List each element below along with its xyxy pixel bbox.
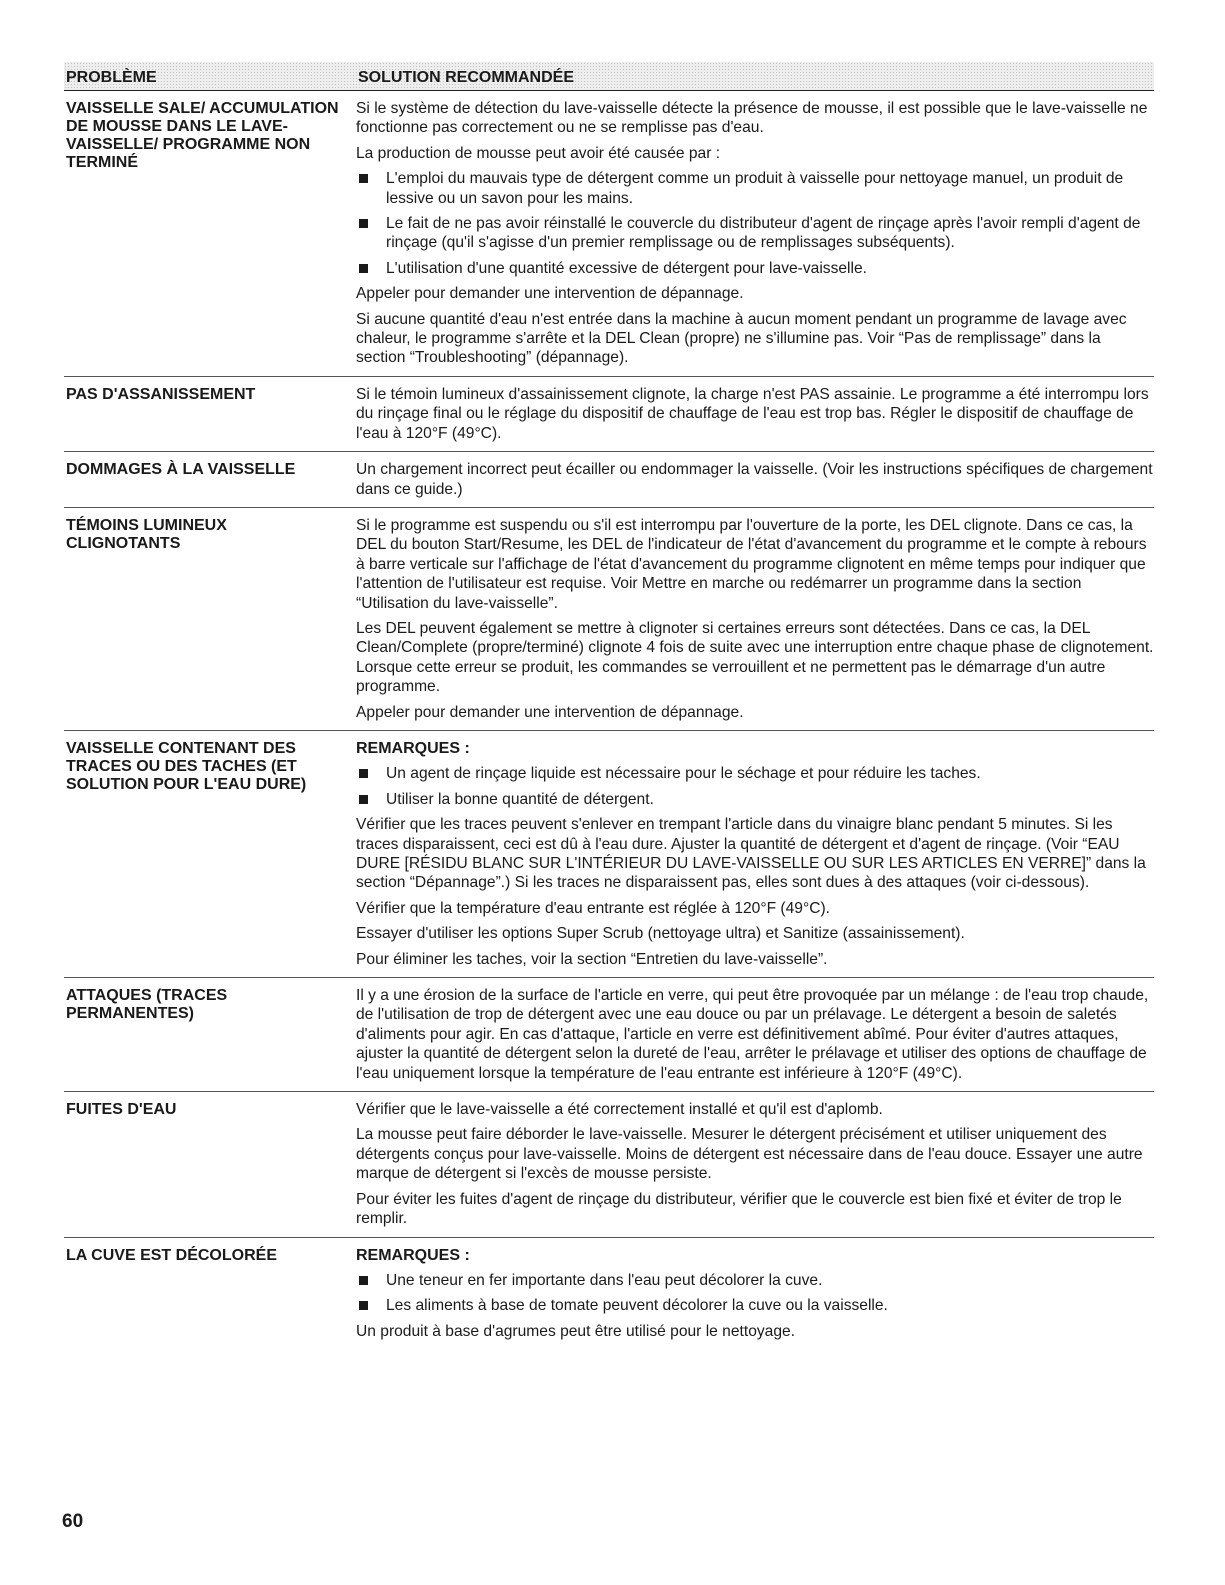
problem-cell: VAISSELLE CONTENANT DES TRACES OU DES TACHES (ET SOLUTION POUR L'EAU DURE) (66, 739, 307, 793)
solution-paragraph: Appeler pour demander une intervention de dépannage. (356, 285, 744, 303)
table-row (64, 731, 1154, 978)
solution-paragraph: Pour éliminer les taches, voir la section “Entretien du lave-vaisselle”. (356, 950, 828, 968)
table-header (64, 62, 1154, 91)
solution-paragraph: Si le système de détection du lave-vaisselle détecte la présence de mousse, il est possible que le lave-vaisselle ne fonctionne pas correctement ou ne se remplisse pas d'eau. (356, 100, 1148, 137)
solution-cell (356, 984, 1154, 1085)
solution-paragraph: Si le programme est suspendu ou s'il est interrompu par l'ouverture de la porte, les DEL clignote. Dans ce cas, la DEL du bouton Start/Resume, les DEL de l'indicateur de l'état d'avancement du programme et le compte à rebours à barre verticale sur l'affichage de l'état d'avancement du programme clignotent en même temps pour indiquer que l'attention de l'utilisateur est requise. Voir Mettre en marche ou redémarrer un programme dans la section “Utilisation du lave-vaisselle”. (356, 516, 1147, 612)
notes-heading: REMARQUES : (356, 1246, 470, 1264)
table-row (64, 978, 1154, 1092)
page-number: 60 (62, 1511, 84, 1532)
table-row (64, 377, 1154, 452)
solution-paragraph: Vérifier que les traces peuvent s'enlever en trempant l'article dans du vinaigre blanc pendant 5 minutes. Si les traces disparaissent, ceci est dû à l'eau dure. Ajuster la quantité de détergent et d'agent de rinçage. (Voir “EAU DURE [RÉSIDU BLANC SUR L'INTÉRIEUR DU LAVE-VAISSELLE OU SUR LES ARTICLES EN VERRE]” dans la section “Dépannage”.) Si les traces ne disparaissent pas, elles sont dues à des attaques (voir ci-dessous). (356, 816, 1146, 892)
solution-bullet: Un agent de rinçage liquide est nécessaire pour le séchage et pour réduire les taches. (356, 764, 1154, 783)
solution-paragraph: Un chargement incorrect peut écailler ou endommager la vaisselle. (Voir les instructions spécifiques de chargement dans ce guide.) (356, 461, 1153, 498)
solution-paragraph: Si le témoin lumineux d'assainissement clignote, la charge n'est PAS assainie. Le programme a été interrompu lors du rinçage final ou le réglage du dispositif de chauffage de l'eau est trop bas. Régler le dispositif de chauffage de l'eau à 120°F (49°C). (356, 385, 1149, 442)
solution-cell (356, 383, 1154, 445)
solution-bullet: Utiliser la bonne quantité de détergent. (356, 790, 1154, 809)
solution-paragraph: Il y a une érosion de la surface de l'article en verre, qui peut être provoquée par un mélange : de l'eau trop chaude, de l'utilisation de trop de détergent avec une eau douce ou par un prélavage. Le détergent a besoin de saletés d'aliments pour agir. En cas d'attaque, l'article en verre est définitivement abîmé. Pour éviter d'autres attaques, ajuster la quantité de détergent selon la dureté de l'eau, arrêter le prélavage et utiliser des options de chauffage de l'eau uniquement lorsque la température de l'eau entrante est inférieure à 120°F (49°C). (356, 987, 1149, 1082)
solution-paragraph: Les DEL peuvent également se mettre à clignoter si certaines erreurs sont détectées. Dans ce cas, la DEL Clean/Complete (propre/terminé) clignote 4 fois de suite avec une interruption entre chaque phase de clignotement. Lorsque cette erreur se produit, les commandes se verrouillent et ne permettent pas le démarrage d'un autre programme. (356, 619, 1154, 696)
solution-paragraph: Pour éviter les fuites d'agent de rinçage du distributeur, vérifier que le couvercle est bien fixé et éviter de trop le remplir. (356, 1190, 1122, 1228)
solution-cell (356, 514, 1154, 724)
solution-paragraph: Vérifier que la température d'eau entrante est réglée à 120°F (49°C). (356, 899, 830, 917)
table-row (64, 1238, 1154, 1350)
solution-bullet: L'utilisation d'une quantité excessive de détergent pour lave-vaisselle. (356, 259, 1154, 278)
solution-cell (356, 737, 1154, 971)
header-problem: PROBLÈME (66, 69, 157, 86)
notes-heading: REMARQUES : (356, 739, 470, 757)
table-row (64, 91, 1154, 377)
problem-cell: TÉMOINS LUMINEUX CLIGNOTANTS (66, 516, 227, 552)
problem-cell: FUITES D'EAU (66, 1101, 177, 1119)
solution-cell (356, 1244, 1154, 1344)
solution-paragraph: Vérifier que le lave-vaisselle a été correctement installé et qu'il est d'aplomb. (356, 1101, 883, 1119)
solution-paragraph: Appeler pour demander une intervention de dépannage. (356, 703, 744, 721)
header-solution: SOLUTION RECOMMANDÉE (358, 69, 574, 86)
solution-paragraph: Si aucune quantité d'eau n'est entrée dans la machine à aucun moment pendant un programme de lavage avec chaleur, le programme s'arrête et la DEL Clean (propre) ne s'illumine pas. Voir “Pas de remplissage” dans la section “Troubleshooting” (dépannage). (356, 310, 1127, 367)
solution-paragraph: La production de mousse peut avoir été causée par : (356, 144, 721, 162)
problem-cell: DOMMAGES À LA VAISSELLE (66, 461, 296, 479)
problem-cell: PAS D'ASSANISSEMENT (66, 385, 256, 403)
solution-cell (356, 458, 1154, 501)
problem-cell: LA CUVE EST DÉCOLORÉE (66, 1246, 277, 1264)
problem-cell: ATTAQUES (TRACES PERMANENTES) (66, 987, 228, 1023)
solution-bullet: Les aliments à base de tomate peuvent décolorer la cuve ou la vaisselle. (356, 1296, 1154, 1315)
solution-paragraph: Essayer d'utiliser les options Super Scrub (nettoyage ultra) et Sanitize (assainissement). (356, 925, 965, 943)
solution-bullet: L'emploi du mauvais type de détergent comme un produit à vaisselle pour nettoyage manuel, un produit de lessive ou un savon pour les mains. (356, 169, 1154, 208)
troubleshooting-table (64, 62, 1154, 1349)
table-row (64, 452, 1154, 508)
solution-paragraph: La mousse peut faire déborder le lave-vaisselle. Mesurer le détergent précisément et utiliser uniquement des détergents conçus pour lave-vaisselle. Moins de détergent est nécessaire dans de l'eau douce. Essayer une autre marque de détergent si l'excès de mousse persiste. (356, 1126, 1143, 1183)
solution-cell (356, 97, 1154, 370)
solution-bullet: Le fait de ne pas avoir réinstallé le couvercle du distributeur d'agent de rinçage après l'avoir rempli d'agent de rinçage (qu'il s'agisse d'un premier remplissage ou de remplissages subséquents). (356, 214, 1154, 253)
problem-cell: VAISSELLE SALE/ ACCUMULATION DE MOUSSE DANS LE LAVE-VAISSELLE/ PROGRAMME NON TERMINÉ (66, 100, 339, 171)
table-row (64, 508, 1154, 731)
solution-bullet: Une teneur en fer importante dans l'eau peut décolorer la cuve. (356, 1271, 1154, 1290)
solution-paragraph: Un produit à base d'agrumes peut être utilisé pour le nettoyage. (356, 1322, 796, 1340)
table-row (64, 1092, 1154, 1237)
solution-cell (356, 1098, 1154, 1230)
